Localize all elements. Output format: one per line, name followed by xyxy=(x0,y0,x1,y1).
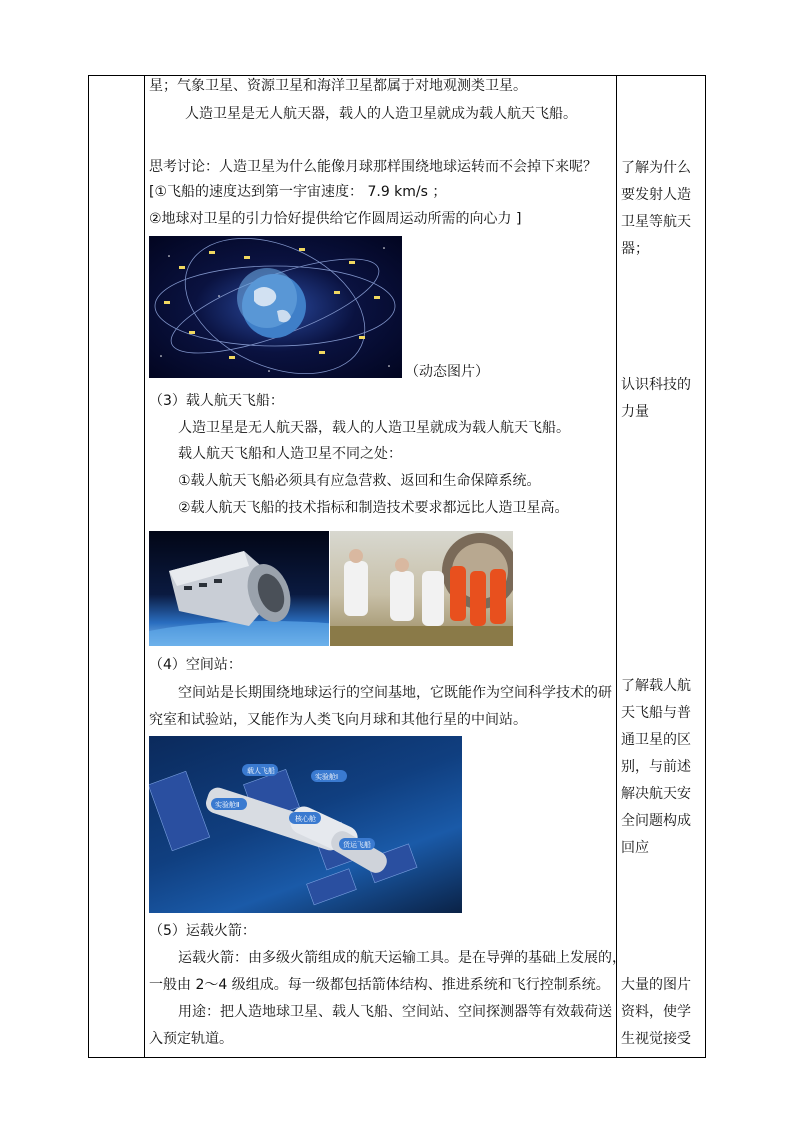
section-5-line: 一般由 2～4 级组成。每一级都包括箭体结构、推进系统和飞行控制系统。 xyxy=(149,977,610,993)
animated-image-caption: （动态图片） xyxy=(405,364,489,380)
answer-line: [①飞船的速度达到第一宇宙速度： 7.9 km/s ； xyxy=(149,184,447,200)
section-3-line: ①载人航天飞船必须具有应急营救、返回和生命保障系统。 xyxy=(178,473,541,489)
astronauts-photo xyxy=(330,531,513,646)
intro-line: 人造卫星是无人航天器，载人的人造卫星就成为载人航天飞船。 xyxy=(185,106,577,122)
section-3-line: 人造卫星是无人航天器，载人的人造卫星就成为载人航天飞船。 xyxy=(178,420,570,436)
station-label: 实验舱Ⅰ xyxy=(315,773,339,781)
spacecraft-capsule-image xyxy=(149,531,329,646)
station-label: 核心舱 xyxy=(295,815,316,823)
section-5-line: 用途：把人造地球卫星、载人飞船、空间站、空间探测器等有效载荷送 xyxy=(178,1004,612,1020)
side-note: 大量的图片资料，使学生视觉接受 xyxy=(621,977,691,1047)
intro-line: 星；气象卫星、资源卫星和海洋卫星都属于对地观测类卫星。 xyxy=(149,78,527,94)
section-3-line: 载人航天飞船和人造卫星不同之处： xyxy=(178,446,402,462)
column-divider-right xyxy=(616,76,617,1057)
side-note: 认识科技的力量 xyxy=(621,377,691,420)
space-station-image xyxy=(149,736,462,913)
side-note: 了解为什么要发射人造卫星等航天器； xyxy=(621,160,691,257)
station-label: 载人飞船 xyxy=(247,767,275,775)
satellites-orbit-image xyxy=(149,236,402,378)
think-question: 思考讨论：人造卫星为什么能像月球那样围绕地球运转而不会掉下来呢？ xyxy=(149,159,597,175)
section-4-heading: （4）空间站： xyxy=(149,657,242,673)
column-divider-left xyxy=(144,76,145,1057)
side-note: 了解载人航天飞船与普通卫星的区别，与前述解决航天安全问题构成回应 xyxy=(621,678,691,856)
section-5-line: 运载火箭：由多级火箭组成的航天运输工具。是在导弹的基础上发展的， xyxy=(178,950,626,966)
station-label: 货运飞船 xyxy=(343,841,371,849)
answer-line: ②地球对卫星的引力恰好提供给它作圆周运动所需的向心力 ] xyxy=(149,211,522,227)
section-5-line: 入预定轨道。 xyxy=(149,1031,233,1047)
section-4-paragraph: 空间站是长期围绕地球运行的空间基地，它既能作为空间科学技术的研 xyxy=(178,685,612,701)
station-label: 实验舱Ⅱ xyxy=(215,801,240,809)
section-4-paragraph: 究室和试验站，又能作为人类飞向月球和其他行星的中间站。 xyxy=(149,712,527,728)
section-3-line: ②载人航天飞船的技术指标和制造技术要求都远比人造卫星高。 xyxy=(178,500,569,516)
section-3-heading: （3）载人航天飞船： xyxy=(149,393,284,409)
section-5-heading: （5）运载火箭： xyxy=(149,923,256,939)
